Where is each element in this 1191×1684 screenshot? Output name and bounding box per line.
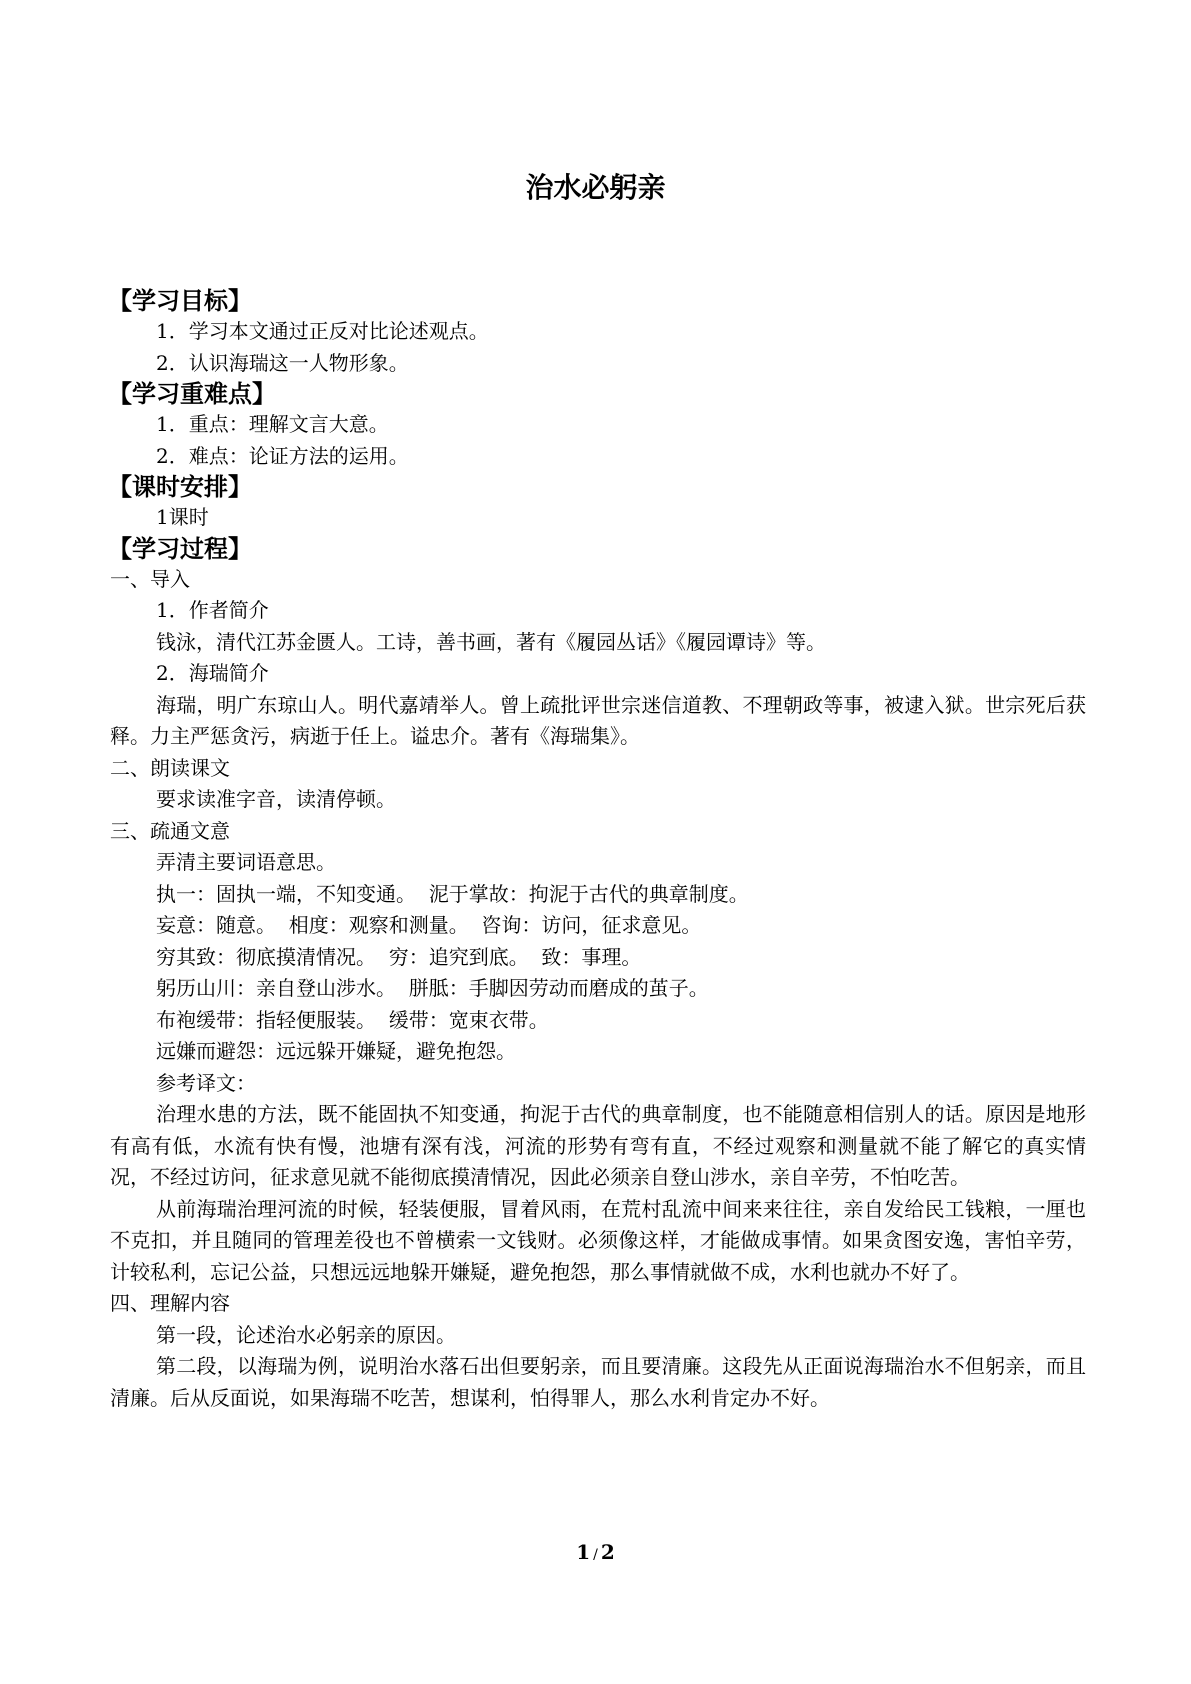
keypoint-item: 1．重点：理解文言大意。 [156,412,389,436]
translation-label: 参考译文： [156,1070,256,1095]
page-number [0,1540,1191,1564]
subsection-title-intro: 一、导入 [110,566,190,591]
schedule-text: 1课时 [156,505,209,529]
author-intro-title: 1．作者简介 [156,598,269,622]
reading-text: 要求读准字音，读清停顿。 [156,787,396,811]
subsection-title-reading: 二、朗读课文 [110,755,230,780]
content-paragraph-1: 第一段，论述治水必躬亲的原因。 [156,1322,456,1347]
document-body [110,286,1086,1414]
meaning-lead: 弄清主要词语意思。 [156,850,336,874]
section-heading-process: 【学习过程】 [108,534,252,563]
vocab-line: 远嫌而避怨：远远躲开嫌疑，避免抱怨。 [156,1039,516,1063]
page-title: 治水必躬亲 [525,171,666,204]
goal-item: 1．学习本文通过正反对比论述观点。 [156,319,489,343]
page-number-separator: / [593,1547,598,1563]
keypoint-item: 2．难点：论证方法的运用。 [156,443,409,468]
page-number-current: 1 [576,1540,591,1564]
translation-paragraph-2: 从前海瑞治理河流的时候，轻装便服，冒着风雨，在荒村乱流中间来来往往，亲自发给民工钱粮，一厘也不克扣，并且随同的管理差役也不曾横索一文钱财。必须像这样，才能做成事情。如果贪图安逸，害怕辛劳，计较私利，忘记公益，只想远远地躲开嫌疑，避免抱怨，那么事情就做不成，水利也就办不好了。 [110,1196,1086,1284]
section-heading-goals: 【学习目标】 [108,287,252,315]
subsection-title-content: 四、理解内容 [110,1291,230,1315]
section-heading-keypoints: 【学习重难点】 [108,380,276,408]
hairui-intro-title: 2．海瑞简介 [156,661,269,685]
section-heading-schedule: 【课时安排】 [108,473,252,501]
page-number-total: 2 [600,1540,615,1564]
vocab-line: 妄意：随意。 相度：观察和测量。 咨询：访问，征求意见。 [156,913,702,937]
author-intro-text: 钱泳，清代江苏金匮人。工诗，善书画，著有《履园丛话》《履园谭诗》等。 [156,629,826,654]
translation-paragraph-1: 治理水患的方法，既不能固执不知变通，拘泥于古代的典章制度，也不能随意相信别人的话。原因是地形有高有低，水流有快有慢，池塘有深有浅，河流的形势有弯有直，不经过观察和测量就不能了解它的真实情况，不经过访问，征求意见就不能彻底摸清情况，因此必须亲自登山涉水，亲自辛劳，不怕吃苦。 [110,1102,1086,1189]
content-paragraph-2: 第二段，以海瑞为例，说明治水落石出但要躬亲，而且要清廉。这段先从正面说海瑞治水不但躬亲，而且清廉。后从反面说，如果海瑞不吃苦，想谋利，怕得罪人，那么水利肯定办不好。 [110,1354,1086,1410]
vocab-line: 执一：固执一端，不知变通。 泥于掌故：拘泥于古代的典章制度。 [156,881,749,906]
hairui-intro-text: 海瑞，明广东琼山人。明代嘉靖举人。曾上疏批评世宗迷信道教、不理朝政等事，被逮入狱。世宗死后获释。力主严惩贪污，病逝于任上。谥忠介。著有《海瑞集》。 [110,692,1086,748]
subsection-title-meaning: 三、疏通文意 [110,818,230,843]
goal-item: 2．认识海瑞这一人物形象。 [156,350,409,375]
vocab-line: 躬历山川：亲自登山涉水。 胼胝：手脚因劳动而磨成的茧子。 [156,976,709,1000]
vocab-line: 布袍缓带：指轻便服装。 缓带：宽束衣带。 [156,1007,549,1032]
vocab-line: 穷其致：彻底摸清情况。 穷：追究到底。 致：事理。 [156,944,642,969]
